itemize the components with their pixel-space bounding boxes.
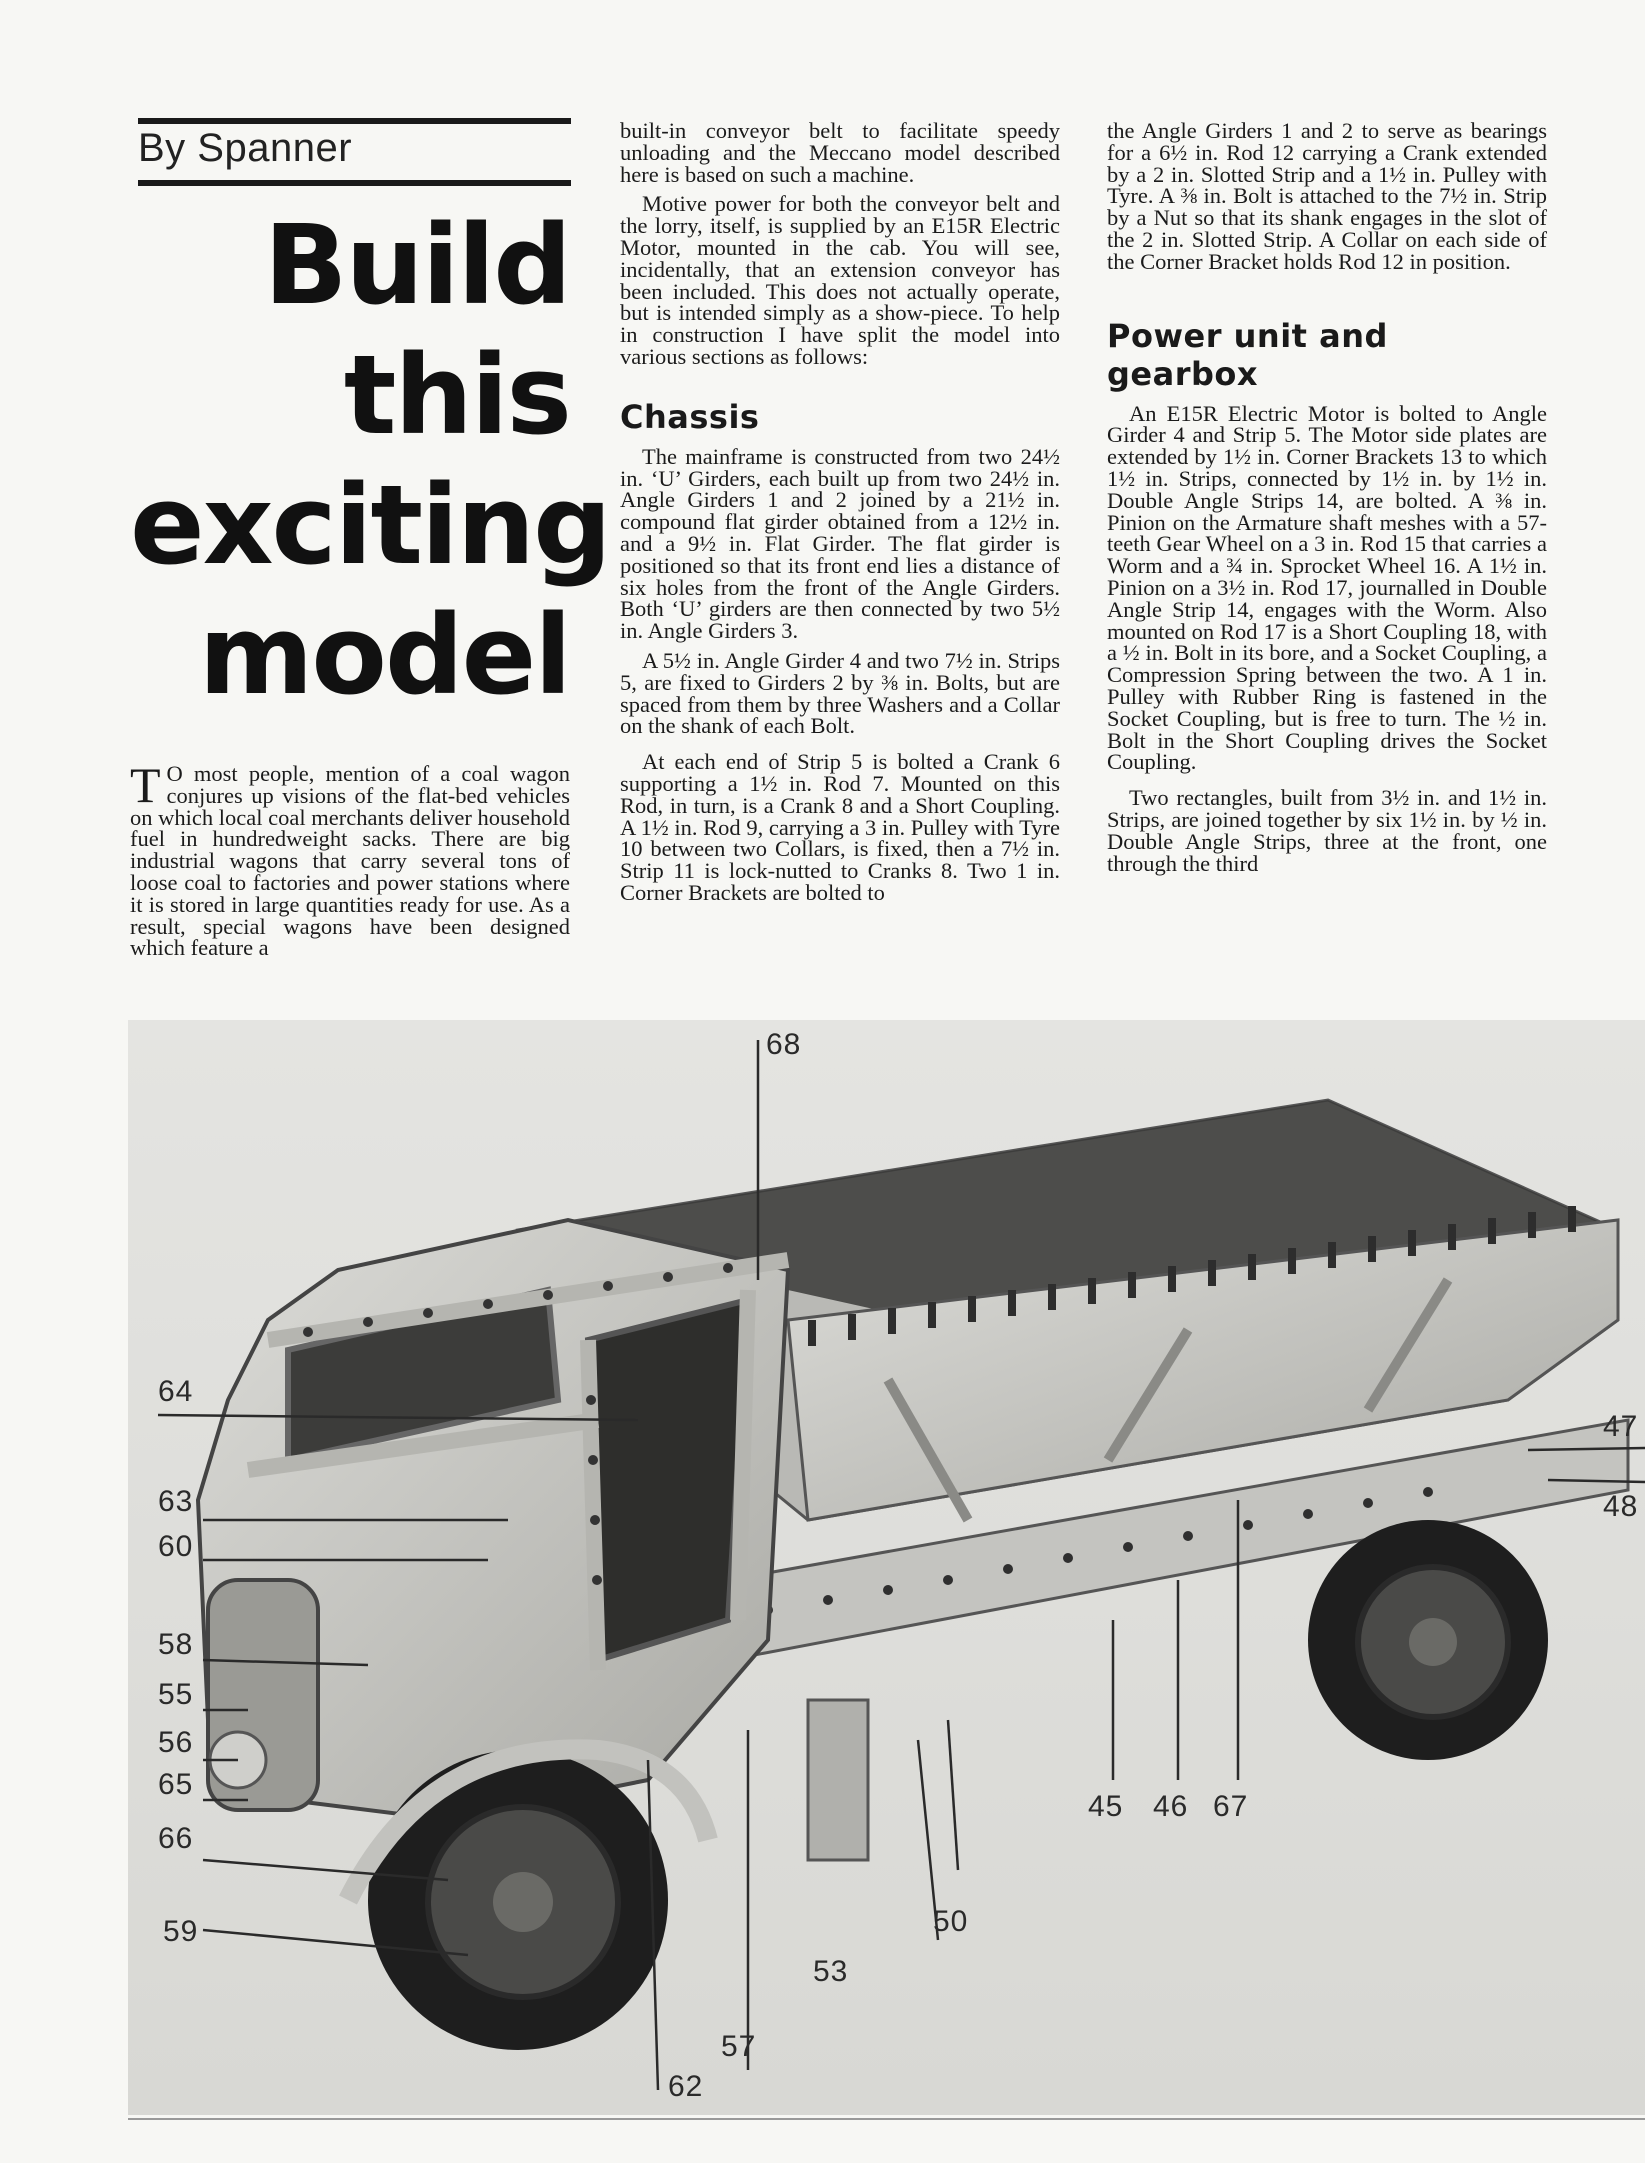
col2-paragraph-1: built-in conveyor belt to facilitate speedy unloading and the Meccano model described here is based on such a machine. bbox=[620, 118, 1060, 187]
col2-paragraph-2: Motive power for both the conveyor belt and the lorry, itself, is supplied by an E15R Electric Motor, mounted in the cab. You will see, incidentally, that an extension conveyor has been included. This does not actually operate, but is intended simply as a show-piece. To help in construction I have split the model into various sections as follows: bbox=[620, 191, 1060, 369]
callout-45: 45 bbox=[1088, 1790, 1124, 1823]
callout-57: 57 bbox=[721, 2030, 757, 2063]
callout-59: 59 bbox=[163, 1915, 199, 1948]
bottom-rule bbox=[128, 2118, 1645, 2120]
byline: By Spanner bbox=[138, 126, 353, 170]
callout-55: 55 bbox=[158, 1678, 194, 1711]
col3-paragraph-2: An E15R Electric Motor is bolted to Angle Girder 4 and Strip 5. The Motor side plates are extended by 1½ in. Corner Brackets 13 to which 1½ in. Strips, connected by 1½ in. by 1½ in. Double Angle Strips 14, are bolted. A ⅜ in. Pinion on the Armature shaft meshes with a 57-teeth Gear Wheel on a 3 in. Rod 15 that carries a Worm and a ¾ in. Sprocket Wheel 16. A 1½ in. Pinion on a 3½ in. Rod 17, journalled in Double Angle Strip 14, engages with the Worm. Also mounted on Rod 17 is a Short Coupling 18, with a ½ in. Bolt in its bore, and a Socket Coupling, a Compression Spring between the two. A 1 in. Pulley with Rubber Ring is fastened in the Socket Coupling, but is free to turn. The ½ in. Bolt in the Short Coupling drives the Socket Coupling. bbox=[1107, 400, 1547, 775]
headline-line-2: this bbox=[343, 331, 570, 459]
callout-67: 67 bbox=[1213, 1790, 1249, 1823]
headline-line-1: Build bbox=[263, 201, 570, 329]
col2-paragraph-5: At each end of Strip 5 is bolted a Crank 6 supporting a 1½ in. Rod 7. Mounted on this Rod, in turn, is a Crank 8 and a Short Coupling. A 1½ in. Rod 9, carrying a 3 in. Pulley with Tyre 10 between two Collars, is fixed, then a 7½ in. Strip 11 is lock-nutted to Cranks 8. Two 1 in. Corner Brackets are bolted to bbox=[620, 749, 1060, 905]
chassis-heading: Chassis bbox=[620, 397, 760, 436]
power-unit-heading: Power unit and gearbox bbox=[1107, 316, 1388, 393]
callout-63: 63 bbox=[158, 1485, 194, 1518]
drop-cap: T bbox=[130, 757, 161, 813]
callout-48: 48 bbox=[1603, 1490, 1639, 1523]
col3-paragraph-1: the Angle Girders 1 and 2 to serve as bearings for a 6½ in. Rod 12 carrying a Crank extended by a 2 in. Slotted Strip and a 1½ in. Pulley with Tyre. A ⅜ in. Bolt is attached to the 7½ in. Strip by a Nut so that its shank engages in the slot of the 2 in. Slotted Strip. A Collar on each side of the Corner Bracket holds Rod 12 in position. bbox=[1107, 118, 1547, 274]
headline-line-3: exciting bbox=[130, 461, 610, 589]
col3-paragraph-3: Two rectangles, built from 3½ in. and 1½ in. Strips, are joined together by six 1½ in. by ½ in. Double Angle Strips, three at the front, one through the third bbox=[1107, 785, 1547, 876]
callout-58: 58 bbox=[158, 1628, 194, 1661]
byline-top-rule bbox=[138, 118, 571, 124]
callout-47: 47 bbox=[1603, 1410, 1639, 1443]
col2-paragraph-4: A 5½ in. Angle Girder 4 and two 7½ in. Strips 5, are fixed to Girders 2 by ⅜ in. Bolts, but are spaced from them by three Washers and a Collar on the shank of each Bolt. bbox=[620, 647, 1060, 739]
callout-68: 68 bbox=[766, 1028, 802, 1061]
callout-65: 65 bbox=[158, 1768, 194, 1801]
headline-line-4: model bbox=[198, 591, 570, 719]
intro-column bbox=[130, 757, 570, 967]
column-3 bbox=[1107, 120, 1547, 882]
callout-46: 46 bbox=[1153, 1790, 1189, 1823]
intro-paragraph: T O most people, mention of a coal wagon conjures up visions of the flat-bed vehicles on which local coal merchants deliver household fuel in hundredweight sacks. There are big industrial wagons that carry several tons of loose coal to factories and power stations where it is stored in large quantities ready for use. As a result, special wagons have been designed which feature a bbox=[130, 757, 570, 961]
callout-53: 53 bbox=[813, 1955, 849, 1988]
callout-62: 62 bbox=[668, 2070, 704, 2103]
byline-bottom-rule bbox=[138, 180, 571, 186]
callout-66: 66 bbox=[158, 1822, 194, 1855]
model-photo bbox=[128, 1020, 1645, 2115]
headline bbox=[130, 200, 610, 720]
callout-50: 50 bbox=[933, 1905, 969, 1938]
coal-wagon-illustration bbox=[128, 1020, 1645, 2115]
callout-60: 60 bbox=[158, 1530, 194, 1563]
callout-64: 64 bbox=[158, 1375, 194, 1408]
callout-56: 56 bbox=[158, 1726, 194, 1759]
column-2 bbox=[620, 120, 1060, 912]
col2-paragraph-3: The mainframe is constructed from two 24½ in. ‘U’ Girders, each built up from two 24½ in. Angle Girders 1 and 2 joined by a 21½ in. compound flat girder obtained from a 12½ in. and a 9½ in. Flat Girder. The flat girder is positioned so that its front end lies a distance of six holes from the front of the Angle Girders. Both ‘U’ girders are then connected by two 5½ in. Angle Girders 3. bbox=[620, 443, 1060, 644]
